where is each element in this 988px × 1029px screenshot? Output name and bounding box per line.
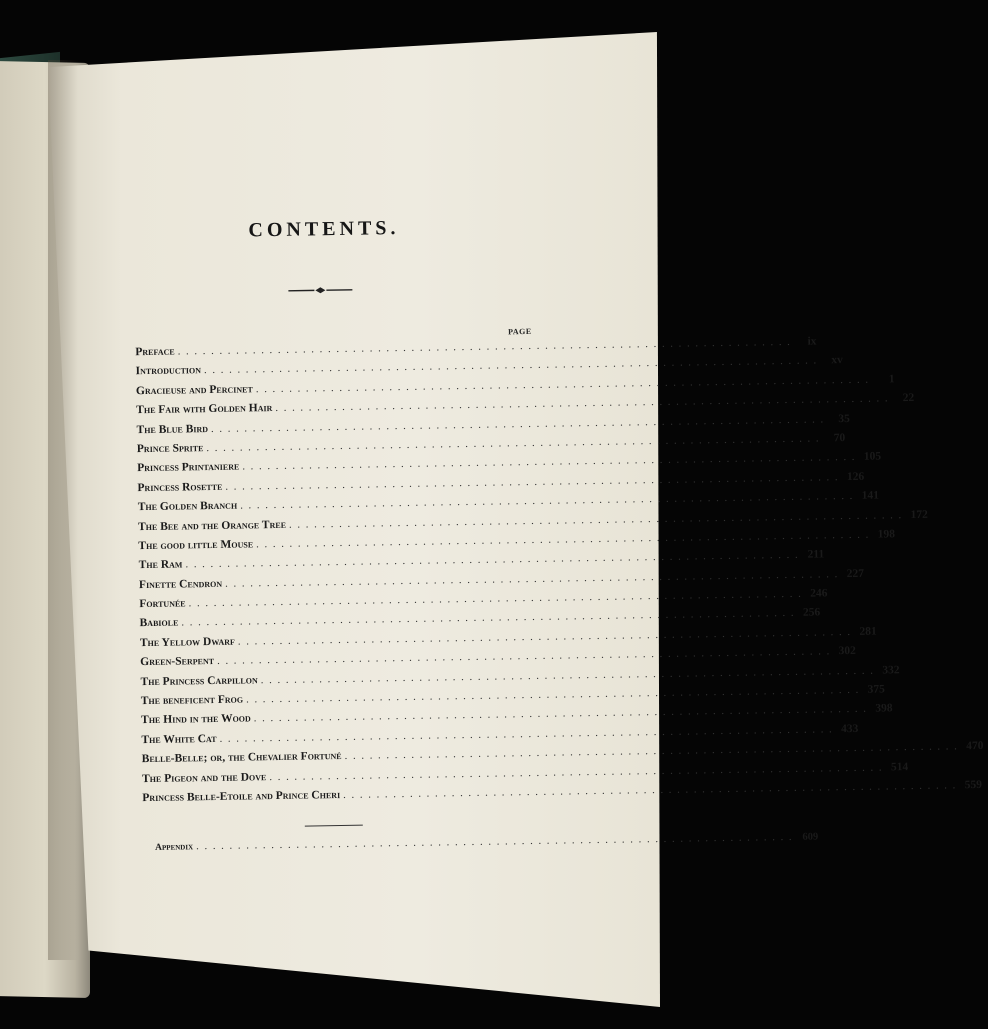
dot-leader: .......................................................................... [251, 703, 875, 725]
entry-page: 256 [802, 607, 820, 619]
dot-leader: .......................................................................... [208, 413, 832, 435]
entry-page: 35 [832, 413, 850, 425]
dot-leader: .......................................................................... [222, 471, 846, 493]
entry-page: 375 [867, 683, 885, 695]
entry-title: The beneficent Frog [141, 694, 243, 708]
entry-title: Introduction [136, 365, 202, 378]
entry-title: Princess Belle-Etoile and Prince Cheri [142, 789, 340, 804]
dot-leader: .......................................................................... [216, 723, 840, 745]
dot-leader: .......................................................................... [253, 528, 877, 550]
entry-page: 302 [838, 645, 856, 657]
entry-page: 227 [846, 567, 864, 579]
divider-rule [305, 825, 363, 827]
entry-page: xv [825, 354, 843, 366]
entry-title: Fortunée [139, 598, 185, 611]
entry-page: 398 [875, 703, 893, 715]
page-title: CONTENTS. [248, 217, 418, 243]
entry-page: 514 [890, 761, 908, 773]
entry-title: The White Cat [141, 733, 216, 746]
entry-title: Gracieuse and Percinet [136, 383, 253, 397]
entry-title: The good little Mouse [138, 538, 253, 552]
entry-title: Princess Rosette [137, 481, 222, 494]
dot-leader: .......................................................................... [214, 645, 838, 667]
dot-leader: ........................................................................ [193, 831, 800, 853]
dot-leader: .......................................................................... [182, 549, 806, 571]
entry-page: 141 [861, 490, 879, 502]
dot-leader: .......................................................................... [201, 355, 825, 377]
entry-title: The Golden Branch [138, 500, 238, 514]
dot-leader: .......................................................................... [235, 626, 859, 648]
dot-leader: .......................................................................... [243, 684, 867, 706]
dot-leader: .......................................................................... [253, 373, 877, 395]
dot-leader: .......................................................................... [272, 392, 896, 414]
dot-leader: .......................................................................... [222, 568, 846, 590]
dot-leader: .......................................................................... [186, 588, 810, 610]
entry-page: 198 [877, 528, 895, 540]
entry-title: Green-Serpent [140, 655, 214, 668]
entry-page: 559 [964, 779, 982, 791]
entry-title: The Pigeon and the Dove [142, 771, 266, 785]
entry-page: 332 [881, 664, 899, 676]
entry-title: The Ram [139, 559, 183, 572]
page-column-header: PAGE [508, 327, 532, 336]
entry-title: The Princess Carpillon [140, 674, 257, 688]
entry-title: The Bee and the Orange Tree [138, 518, 286, 532]
entry-page: 1 [877, 373, 895, 385]
entry-page: 609 [800, 832, 818, 843]
entry-page: 470 [965, 740, 983, 752]
entry-title: Prince Sprite [137, 442, 204, 455]
toc-entry-appendix [155, 835, 535, 853]
entry-page: 246 [809, 587, 827, 599]
entry-title: Finette Cendron [139, 578, 222, 591]
entry-title: The Blue Bird [136, 423, 208, 436]
entry-page: 126 [846, 470, 864, 482]
entry-title: The Hind in the Wood [141, 713, 251, 727]
entry-title: Preface [135, 346, 175, 359]
entry-title: Babiole [140, 617, 179, 630]
entry-page: 172 [910, 508, 928, 520]
dot-leader: .......................................................................... [239, 451, 863, 473]
entry-title: The Fair with Golden Hair [136, 402, 272, 416]
entry-page: 211 [806, 549, 824, 561]
entry-title: The Yellow Dwarf [140, 636, 235, 649]
entry-page: 433 [840, 723, 858, 735]
contents-list [135, 340, 542, 812]
dot-leader: .......................................................................... [340, 779, 964, 801]
dot-leader: .......................................................................... [286, 509, 910, 531]
entry-page: 22 [896, 392, 914, 404]
entry-title: Appendix [155, 842, 193, 853]
entry-page: 105 [863, 451, 881, 463]
entry-page: 70 [827, 432, 845, 444]
entry-page: ix [798, 335, 816, 347]
entry-title: Belle-Belle; or, the Chevalier Fortuné [142, 750, 342, 765]
dot-leader: .......................................................................... [203, 432, 827, 454]
dot-leader: .......................................................................... [258, 664, 882, 686]
dot-leader: .......................................................................... [178, 607, 802, 629]
dot-leader: .......................................................................... [266, 761, 890, 783]
dot-leader: .......................................................................... [342, 740, 966, 762]
entry-title: Princess Printaniere [137, 461, 239, 475]
dot-leader: .......................................................................... [237, 490, 861, 512]
entry-page: 281 [859, 625, 877, 637]
ornament-divider-icon [288, 286, 352, 295]
dot-leader: .......................................................................... [175, 336, 799, 358]
